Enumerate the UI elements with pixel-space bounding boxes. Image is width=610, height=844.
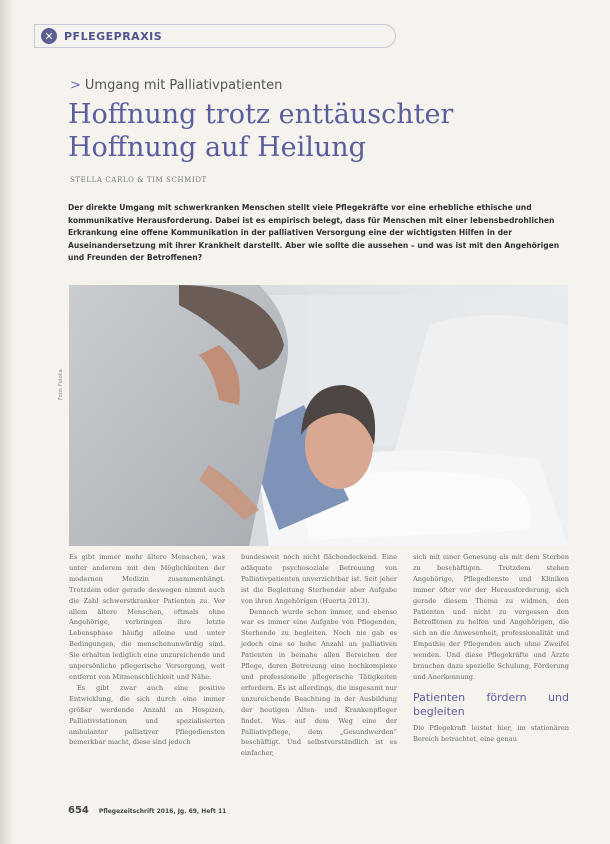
chevron-right-icon: > — [70, 78, 81, 93]
page-footer — [68, 805, 226, 816]
nurse-patient-photo — [69, 285, 568, 546]
title-line-2: Hoffnung auf Heilung — [68, 132, 366, 163]
article-kicker — [70, 78, 282, 93]
body-columns — [69, 552, 569, 802]
title-line-1: Hoffnung trotz enttäuschter — [68, 99, 454, 130]
article-photo — [69, 285, 568, 546]
close-x-circle-icon: ✕ — [41, 28, 57, 44]
body-paragraph: bundesweit noch nicht flächendeckend. Eine adäquate psychosoziale Betreuung von Palliativpatienten unverzichtbar ist. Seit jeher ist die Begleitung Sterbender aber Aufgabe von ihren Angehörigen (Huerta 2013). — [241, 553, 397, 605]
section-label: PFLEGEPRAXIS — [64, 29, 163, 43]
body-paragraph: Es gibt immer mehr ältere Menschen, was unter anderem mit den Möglichkeiten der modernen Medizin zusammenhängt. Trotzdem oder gerade deswegen nimmt auch die Zahl schwerstkranker Patienten zu. Vor allem ältere Menschen, oftmals ohne Angehörige, verbringen ihre letzte Lebensphase häufig alleine und unter Bedingungen, die menschenunwürdig sind. Sie erhalten lediglich eine unzureichende und unpersönliche pflegerische Versorgung, weit entfernt von Mitmenschlichkeit und Nähe. — [69, 553, 225, 681]
body-column-3 — [413, 552, 569, 745]
body-column-2 — [241, 552, 397, 759]
body-paragraph: Die Pflegekraft leistet hier, im stationären Bereich betrachtet, eine genau — [413, 723, 569, 743]
section-header — [34, 24, 396, 48]
body-column-1 — [69, 552, 225, 748]
section-subhead: Patienten fördern und begleiten — [413, 690, 569, 718]
photo-credit: Foto: Fotolia — [58, 369, 64, 400]
page-number: 654 — [68, 805, 89, 816]
body-paragraph: sich mit einer Genesung als mit dem Sterben zu beschäftigen. Trotzdem stehen Angehörige, Pflegedienste und Kliniken immer öfter vor der Herausforderung, sich gerade diesem Thema zu widmen, den Patienten und nicht zu vergessen den Betroffenen zu helfen und Angehörigen, die sich an die Anwesenheit, professionalität und Empathie der Pflegenden auch ohne Zweifel wenden. Und diese Pflegekräfte und Ärzte brauchen dazu spezielle Schulung, Förderung und Anerkennung. — [413, 553, 569, 681]
article-authors: STELLA CARLO & TIM SCHMIDT — [70, 176, 207, 184]
journal-citation: Pflegezeitschrift 2016, Jg. 69, Heft 11 — [98, 808, 227, 815]
scan-edge-shadow — [0, 0, 14, 844]
article-title — [68, 98, 548, 164]
article-lead: Der direkte Umgang mit schwerkranken Menschen stellt viele Pflegekräfte vor eine erhebliche ethische und kommunikative Herausforderung. Dabei ist es empirisch belegt, dass für Menschen mit einer lebensbedrohlichen Erkrankung eine offene Kommunikation in der palliativen Versorgung eine der wichtigsten Hilfen in der Auseinandersetzung mit ihrer Krankheit darstellt. Aber wie sollte die aussehen – und was ist mit den Angehörigen und Freunden der Betroffenen? — [68, 203, 560, 263]
body-paragraph: Es gibt zwar auch eine positive Entwicklung, die sich durch eine immer größer werdende Anzahl an Hospizen, Palliativstationen und spezialisierten ambulanter palliativer Pflegediensten bemerkbar macht, diese sind jedoch — [69, 683, 225, 747]
body-paragraph: Dennoch wurde schon immer, und ebenso war es immer eine Aufgabe von Pflegenden, Sterbende zu begleiten. Noch nie gab es jedoch eine so hohe Anzahl an palliativen Patienten in beinahe allen Bereichen der Pflege, deren Betreuung eine hochkomplexe und professionelle pflegerische Tätigkeiten erfordern. Es ist allerdings, die insgesamt nur unzureichende Beachtung in der Ausbildung der heutigen Alten- und Krankenpfleger findet. Was auf dem Weg eine der Palliativpflege, dem „Gesundwerden“ beschäftigt. Und selbstverständlich ist es einfacher, — [241, 607, 397, 758]
kicker-text: Umgang mit Palliativpatienten — [84, 78, 283, 93]
